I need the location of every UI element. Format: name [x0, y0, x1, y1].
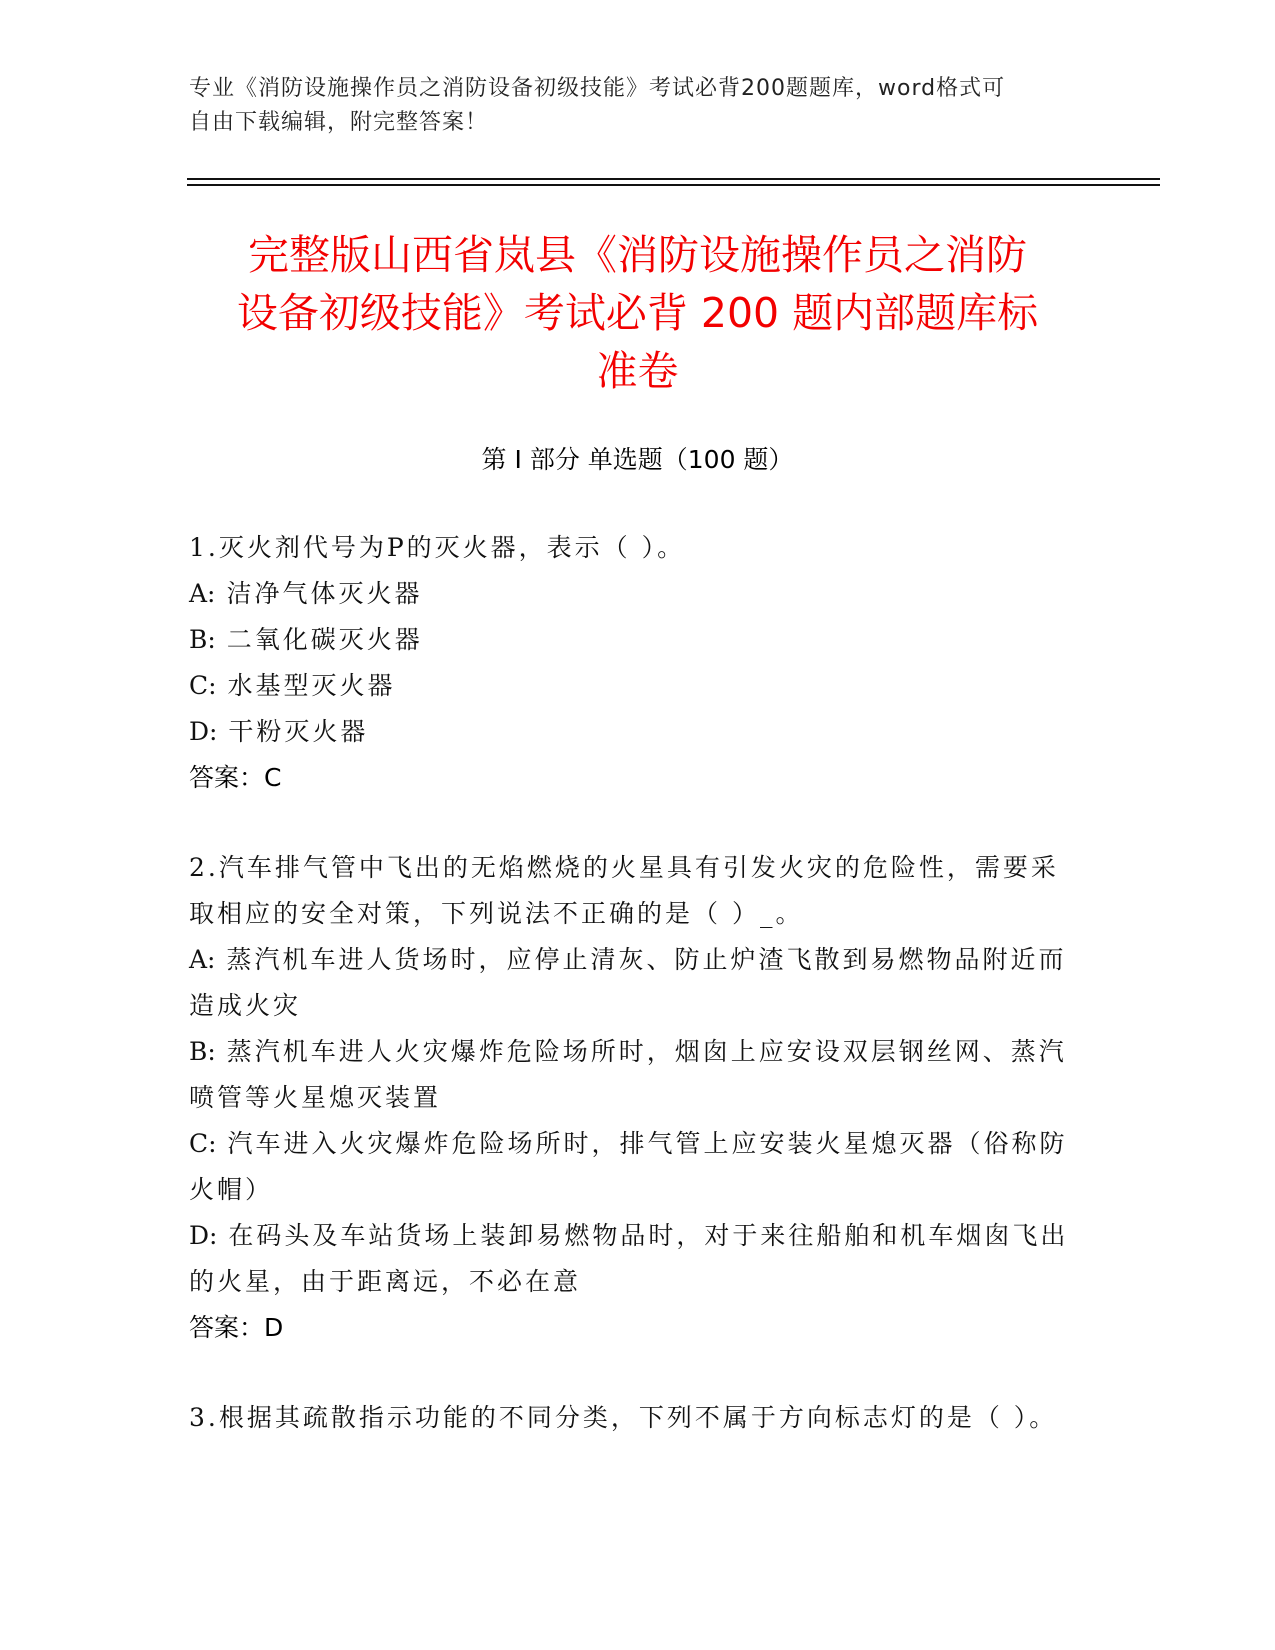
answer-line: 答案：C	[189, 763, 282, 792]
option-c	[189, 1121, 1069, 1213]
header-note-line-2: 自由下载编辑，附完整答案！	[189, 110, 489, 135]
option-prefix: C:	[189, 1129, 217, 1158]
section-heading: 第 I 部分 单选题（100 题）	[481, 445, 794, 474]
question-1	[189, 525, 1069, 801]
option-text: 蒸汽机车进人火灾爆炸危险场所时，烟囱上应安设双层钢丝网、蒸汽喷管等火星熄灭装置	[189, 1037, 1067, 1112]
answer-line: 答案：D	[189, 1313, 284, 1342]
option-prefix: A:	[189, 579, 216, 608]
option-b	[189, 1029, 1069, 1121]
question-3	[189, 1395, 1069, 1441]
option-text: 蒸汽机车进人货场时，应停止清灰、防止炉渣飞散到易燃物品附近而造成火灾	[189, 945, 1067, 1020]
option-a	[189, 937, 1069, 1029]
option-prefix: B:	[189, 1037, 216, 1066]
document-title	[160, 226, 1115, 400]
question-2	[189, 845, 1069, 1351]
option-b	[189, 617, 1069, 663]
option-c	[189, 663, 1069, 709]
option-d	[189, 1213, 1069, 1305]
question-list	[189, 525, 1069, 1485]
option-prefix: D:	[189, 717, 218, 746]
option-d	[189, 709, 1069, 755]
question-stem: 2.汽车排气管中飞出的无焰燃烧的火星具有引发火灾的危险性，需要采取相应的安全对策，下列说法不正确的是（ ）_。	[189, 853, 1059, 928]
option-text: 干粉灭火器	[228, 717, 369, 746]
title-line-2: 设备初级技能》考试必背 200 题内部题库标	[236, 289, 1039, 337]
header-divider-top	[187, 178, 1160, 180]
option-text: 汽车进入火灾爆炸危险场所时，排气管上应安装火星熄灭器（俗称防火帽）	[189, 1129, 1068, 1204]
option-text: 洁净气体灭火器	[226, 579, 423, 608]
header-note-line-1: 专业《消防设施操作员之消防设备初级技能》考试必背200题题库，word格式可	[189, 76, 1006, 101]
option-prefix: C:	[189, 671, 217, 700]
option-text: 在码头及车站货场上装卸易燃物品时，对于来往船舶和机车烟囱飞出的火星，由于距离远，不必在意	[189, 1221, 1069, 1296]
option-a	[189, 571, 1069, 617]
option-prefix: B:	[189, 625, 216, 654]
option-text: 水基型灭火器	[227, 671, 396, 700]
option-prefix: D:	[189, 1221, 218, 1250]
title-line-3: 准卷	[596, 347, 679, 395]
option-text: 二氧化碳灭火器	[226, 625, 423, 654]
question-stem: 3.根据其疏散指示功能的不同分类，下列不属于方向标志灯的是（ ）。	[189, 1403, 1058, 1432]
header-divider-bottom	[187, 184, 1160, 186]
header-note	[189, 72, 1069, 140]
option-prefix: A:	[189, 945, 216, 974]
title-line-1: 完整版山西省岚县《消防设施操作员之消防	[248, 231, 1027, 279]
question-stem: 1.灭火剂代号为P的灭火器，表示（ ）。	[189, 533, 686, 562]
